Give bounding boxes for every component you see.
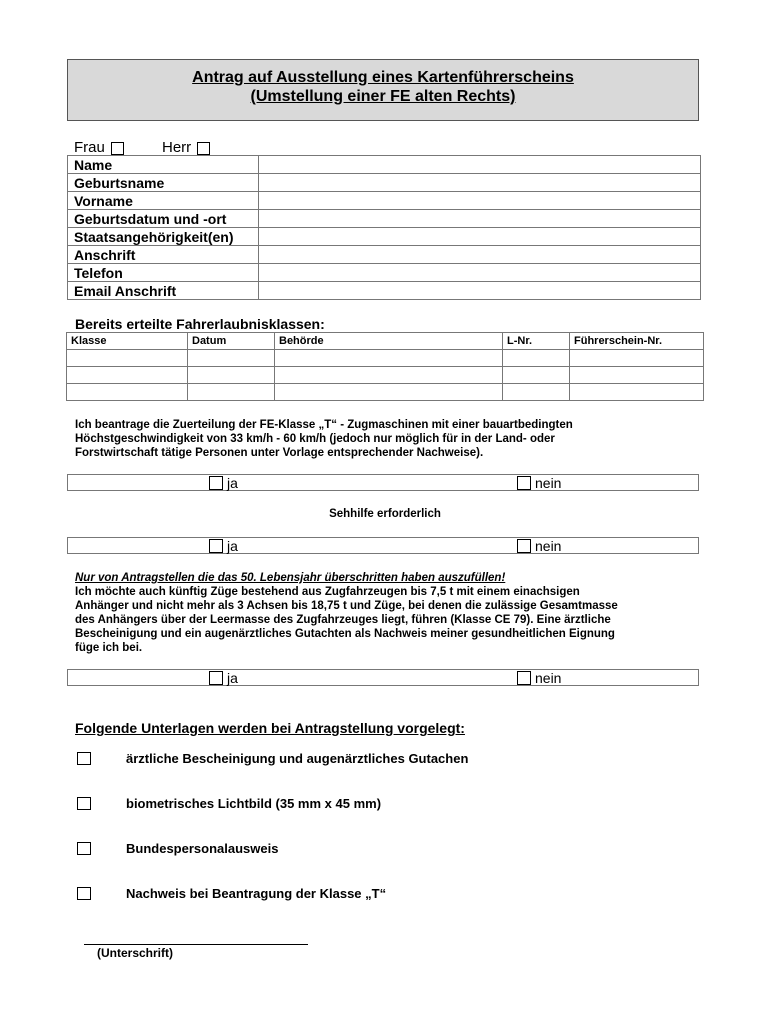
field-input-anschrift[interactable]	[259, 246, 701, 264]
visual-aid-yes-no-row	[67, 537, 699, 554]
cell-input[interactable]	[275, 384, 503, 401]
cell-input[interactable]	[188, 350, 275, 367]
form-title: Antrag auf Ausstellung eines Kartenführerscheins	[192, 69, 574, 86]
cell-input[interactable]	[570, 367, 704, 384]
field-label-name: Name	[68, 156, 259, 174]
text-line: Bescheinigung und ein augenärztliches Gutachten als Nachweis meiner gesundheitlichen Eignung	[75, 628, 615, 640]
table-row	[68, 228, 701, 246]
over-50-yes-no-row	[67, 669, 699, 686]
over-50-section	[75, 571, 705, 655]
table-row	[67, 367, 704, 384]
table-row	[68, 264, 701, 282]
cell-input[interactable]	[67, 367, 188, 384]
visual-aid-no-option[interactable]	[517, 538, 561, 554]
salutation-herr	[162, 139, 210, 156]
document-checkbox[interactable]	[77, 752, 91, 765]
document-item-lichtbild[interactable]	[77, 796, 381, 811]
field-input-geburtsname[interactable]	[259, 174, 701, 192]
cell-input[interactable]	[275, 350, 503, 367]
cell-input[interactable]	[503, 384, 570, 401]
yes-label: ja	[227, 475, 238, 491]
no-label: nein	[535, 538, 562, 554]
cell-input[interactable]	[570, 384, 704, 401]
herr-checkbox[interactable]	[197, 142, 210, 155]
col-klasse: Klasse	[67, 333, 188, 350]
field-input-name[interactable]	[259, 156, 701, 174]
visual-aid-yes-checkbox[interactable]	[209, 539, 223, 553]
visual-aid-label: Sehhilfe erforderlich	[329, 508, 441, 520]
cell-input[interactable]	[275, 367, 503, 384]
signature-label: (Unterschrift)	[97, 946, 174, 960]
signature-line[interactable]	[84, 944, 308, 945]
visual-aid-no-checkbox[interactable]	[517, 539, 531, 553]
field-input-staatsangehoerigkeit[interactable]	[259, 228, 701, 246]
table-row	[68, 282, 701, 300]
table-row	[68, 246, 701, 264]
table-row	[68, 192, 701, 210]
field-label-vorname: Vorname	[68, 192, 259, 210]
cell-input[interactable]	[188, 384, 275, 401]
text-line: Forstwirtschaft tätige Personen unter Vorlage entsprechender Nachweise).	[75, 447, 484, 459]
document-label: Bundespersonalausweis	[126, 841, 279, 856]
text-line: Ich möchte auch künftig Züge bestehend aus Zugfahrzeugen bis 7,5 t mit einem einachsigen	[75, 586, 580, 598]
field-label-staatsangehoerigkeit: Staatsangehörigkeit(en)	[68, 228, 259, 246]
t-class-yes-option[interactable]	[209, 475, 238, 491]
no-label: nein	[535, 670, 562, 686]
over-50-no-option[interactable]	[517, 670, 561, 686]
field-input-vorname[interactable]	[259, 192, 701, 210]
document-item-nachweis-t[interactable]	[77, 886, 386, 901]
document-checkbox[interactable]	[77, 887, 91, 900]
herr-label: Herr	[162, 139, 192, 156]
col-behoerde: Behörde	[275, 333, 503, 350]
field-input-telefon[interactable]	[259, 264, 701, 282]
document-checkbox[interactable]	[77, 797, 91, 810]
t-class-request-text	[75, 418, 705, 460]
field-label-geburtsname: Geburtsname	[68, 174, 259, 192]
yes-label: ja	[227, 538, 238, 554]
field-label-geburtsdatum: Geburtsdatum und -ort	[68, 210, 259, 228]
text-line: des Anhängers über der Leermasse des Zugfahrzeuges liegt, führen (Klasse CE 79). Eine ärztliche	[75, 614, 611, 626]
t-class-yes-checkbox[interactable]	[209, 476, 223, 490]
col-lnr: L-Nr.	[503, 333, 570, 350]
field-label-anschrift: Anschrift	[68, 246, 259, 264]
form-subtitle: (Umstellung einer FE alten Rechts)	[250, 88, 516, 105]
table-row	[68, 156, 701, 174]
col-datum: Datum	[188, 333, 275, 350]
field-input-email[interactable]	[259, 282, 701, 300]
licence-classes-table	[66, 332, 704, 401]
frau-label: Frau	[74, 139, 105, 156]
over-50-warning: Nur von Antragstellen die das 50. Lebensjahr überschritten haben auszufüllen!	[75, 572, 506, 584]
yes-label: ja	[227, 670, 238, 686]
document-label: biometrisches Lichtbild (35 mm x 45 mm)	[126, 796, 382, 811]
table-row	[68, 210, 701, 228]
document-label: ärztliche Bescheinigung und augenärztliches Gutachen	[126, 751, 469, 766]
cell-input[interactable]	[188, 367, 275, 384]
text-line: Anhänger und nicht mehr als 3 Achsen bis 18,75 t und Züge, bei denen die zulässige Gesamtmasse	[75, 600, 618, 612]
text-line: Ich beantrage die Zuerteilung der FE-Klasse „T“ - Zugmaschinen mit einer bauartbedingten	[75, 419, 573, 431]
over-50-no-checkbox[interactable]	[517, 671, 531, 685]
field-label-telefon: Telefon	[68, 264, 259, 282]
t-class-yes-no-row	[67, 474, 699, 491]
over-50-yes-checkbox[interactable]	[209, 671, 223, 685]
personal-data-table	[67, 155, 701, 300]
table-header-row	[67, 333, 704, 350]
table-row	[67, 384, 704, 401]
col-fuehrerschein-nr: Führerschein-Nr.	[570, 333, 704, 350]
over-50-yes-option[interactable]	[209, 670, 238, 686]
form-title-box	[67, 59, 699, 121]
visual-aid-yes-option[interactable]	[209, 538, 238, 554]
table-row	[68, 174, 701, 192]
cell-input[interactable]	[503, 367, 570, 384]
field-input-geburtsdatum[interactable]	[259, 210, 701, 228]
text-line: füge ich bei.	[75, 642, 143, 654]
t-class-no-option[interactable]	[517, 475, 561, 491]
licence-section-title: Bereits erteilte Fahrerlaubnisklassen:	[75, 316, 325, 332]
text-line: Höchstgeschwindigkeit von 33 km/h - 60 km/h (jedoch nur möglich für in der Land- oder	[75, 433, 555, 445]
document-checkbox[interactable]	[77, 842, 91, 855]
cell-input[interactable]	[67, 350, 188, 367]
cell-input[interactable]	[570, 350, 704, 367]
salutation-frau	[74, 139, 124, 156]
cell-input[interactable]	[503, 350, 570, 367]
frau-checkbox[interactable]	[111, 142, 124, 155]
field-label-email: Email Anschrift	[68, 282, 259, 300]
t-class-no-checkbox[interactable]	[517, 476, 531, 490]
document-item-arzt[interactable]	[77, 751, 468, 766]
table-row	[67, 350, 704, 367]
document-label: Nachweis bei Beantragung der Klasse „T“	[126, 886, 387, 901]
no-label: nein	[535, 475, 562, 491]
documents-title: Folgende Unterlagen werden bei Antragstellung vorgelegt:	[75, 720, 465, 736]
cell-input[interactable]	[67, 384, 188, 401]
document-item-ausweis[interactable]	[77, 841, 278, 856]
